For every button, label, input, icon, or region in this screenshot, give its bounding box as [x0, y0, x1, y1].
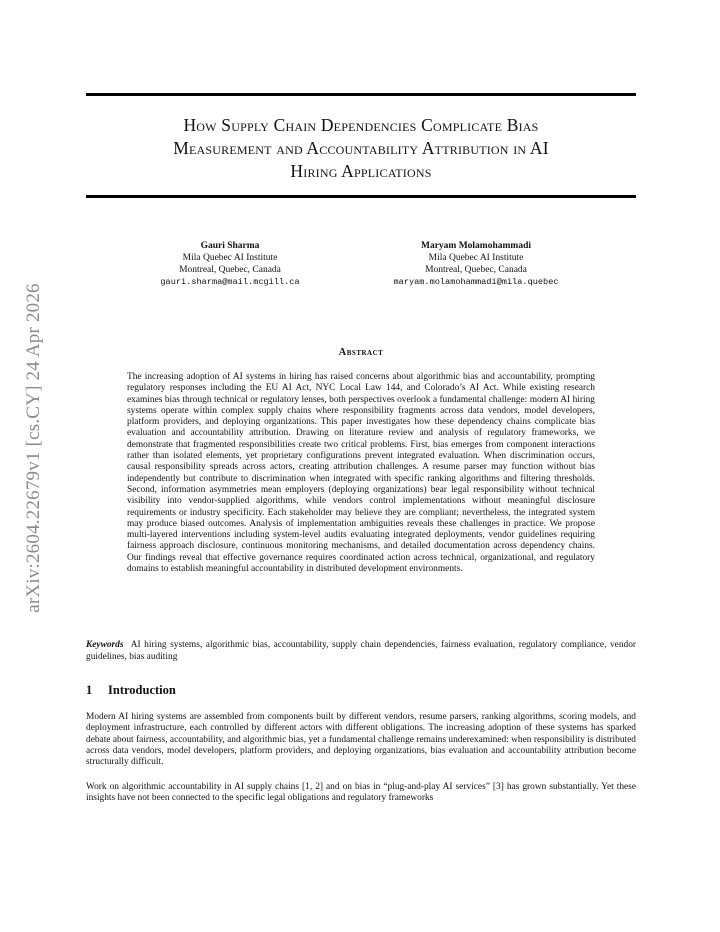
intro-paragraph-1: Modern AI hiring systems are assembled from components built by different vendors, resume parsers, ranking algorithms, scoring models, and deployment infrastructure, each controlled by different actors with different obligations. The increasing adoption of these systems has sparked debate about fairness, accountability, and algorithmic bias, yet a fundamental challenge remains underexamined: when responsibility is distributed across data vendors, model developers, platform providers, and deploying organizations, bias evaluation and accountability attribution become structurally difficult.	[86, 712, 636, 768]
section-heading	[86, 683, 176, 698]
arxiv-side-label: arXiv:2604.22679v1 [cs.CY] 24 Apr 2026	[23, 283, 44, 613]
author-location: Montreal, Quebec, Canada	[425, 265, 527, 275]
paper-title	[86, 114, 636, 183]
author-location: Montreal, Quebec, Canada	[179, 265, 281, 275]
author-affiliation: Mila Quebec AI Institute	[182, 253, 278, 263]
intro-paragraph-2: Work on algorithmic accountability in AI supply chains [1, 2] and on bias in “plug-and-play AI services” [3] has grown substantially. Yet these insights have not been connected to the specific legal obligations and regulatory frameworks	[86, 782, 636, 804]
author-email[interactable]: gauri.sharma@mail.mcgill.ca	[160, 277, 300, 287]
title-line-3: Hiring Applications	[290, 161, 432, 181]
author-email[interactable]: maryam.molamohammadi@mila.quebec	[393, 277, 559, 287]
author-name: Gauri Sharma	[200, 241, 260, 251]
abstract-text: The increasing adoption of AI systems in hiring has raised concerns about algorithmic bias and accountability, prompting regulatory responses including the EU AI Act, NYC Local Law 144, and Colorado’s AI Act. While existing research examines bias through technical or regulatory lenses, both perspectives overlook a fundamental challenge: modern AI hiring systems operate within complex supply chains where responsibility fragments across data vendors, model developers, platform providers, and deploying organizations. This paper investigates how these dependency chains complicate bias evaluation and accountability attribution. Drawing on literature review and analysis of regulatory frameworks, we demonstrate that fragmented responsibilities create two critical problems. First, bias emerges from component interactions rather than isolated elements, yet proprietary configurations prevent integrated evaluation. When discrimination occurs, causal responsibility spreads across actors, creating attribution challenges. A resume parser may function without bias independently but contribute to discrimination when integrated with specific ranking algorithms and filtering thresholds. Second, information asymmetries mean employers (deploying organizations) bear legal responsibility without technical visibility into vendor-supplied algorithms, while vendors control implementations without meaningful disclosure requirements or industry specificity. Each stakeholder may believe they are compliant; nevertheless, the integrated system may produce biased outcomes. Analysis of implementation ambiguities reveals these challenges in practice. We propose multi-layered interventions including system-level audits evaluating integrated deployments, vendor guidelines requiring fairness approach disclosure, continuous monitoring mechanisms, and detailed documentation across dependency chains. Our findings reveal that effective governance requires coordinated action across technical, organizational, and regulatory domains to establish meaningful accountability in distributed development environments.	[127, 372, 595, 575]
title-line-2: Measurement and Accountability Attribution in AI	[173, 138, 549, 158]
keywords-text: AI hiring systems, algorithmic bias, accountability, supply chain dependencies, fairness evaluation, regulatory compliance, vendor guidelines, bias auditing	[86, 640, 637, 662]
keywords-label: Keywords	[86, 640, 124, 650]
abstract-heading: Abstract	[338, 347, 384, 358]
section-title: Introduction	[108, 683, 176, 697]
author-name: Maryam Molamohammadi	[420, 241, 532, 251]
title-line-1: How Supply Chain Dependencies Complicate Bias	[183, 115, 539, 135]
author-block-2	[360, 240, 592, 288]
title-rule-bottom	[86, 195, 636, 198]
author-affiliation: Mila Quebec AI Institute	[428, 253, 524, 263]
title-rule-top	[86, 93, 636, 96]
section-number: 1	[86, 683, 93, 697]
keywords	[86, 640, 636, 663]
author-block-1	[130, 240, 330, 288]
